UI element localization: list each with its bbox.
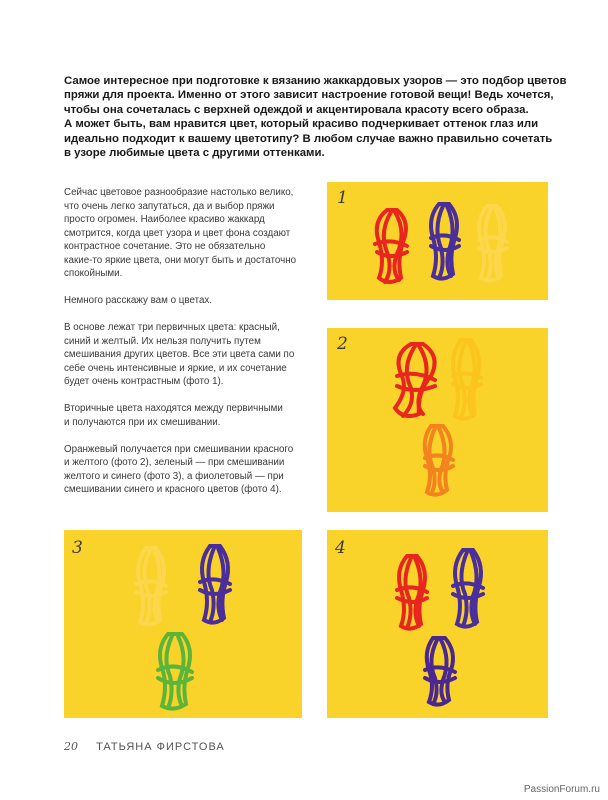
purple-skein	[425, 638, 455, 705]
body-line: смешивания других цветов. Все эти цвета сами по	[64, 349, 295, 360]
photo-1	[327, 182, 548, 300]
body-line: В основе лежат три первичных цвета: красный,	[64, 322, 280, 333]
body-line: спокойными.	[64, 268, 123, 279]
photo-2	[327, 328, 548, 512]
body-line: Вторичные цвета находятся между первичными	[64, 403, 283, 414]
paragraph	[64, 443, 314, 497]
photo-3	[64, 530, 302, 718]
blue-skein	[200, 546, 230, 623]
red-skein	[397, 556, 427, 629]
intro-line: пряжи для проекта. Именно от этого зависит настроение готовой вещи! Ведь хочется,	[64, 89, 554, 102]
red-skein	[395, 344, 435, 416]
yarn-skeins	[327, 182, 548, 300]
intro-line: идеально подходит к вашему цветотипу? В любом случае важно правильно сочетать	[64, 132, 553, 145]
yellow-skein	[479, 206, 507, 281]
paragraph	[64, 294, 314, 308]
photo-number: 2	[337, 334, 348, 354]
green-skein	[158, 634, 192, 709]
yellow-skein	[453, 340, 481, 419]
yarn-skeins	[327, 530, 548, 718]
intro-line: А может быть, вам нравится цвет, который красиво подчеркивает оттенок глаз или	[64, 118, 539, 131]
paragraph	[64, 186, 314, 281]
body-line: и получаются при их смешивании.	[64, 416, 221, 428]
body-line: что очень легко запутаться, да и выбор пряжи	[64, 200, 275, 212]
photo-number: 4	[335, 538, 346, 558]
red-skein	[375, 210, 407, 282]
author-name: ТАТЬЯНА ФИРСТОВА	[96, 741, 225, 753]
yarn-skeins	[327, 328, 548, 512]
orange-skein	[425, 426, 453, 495]
paragraph	[64, 321, 314, 389]
body-line: будет очень контрастным (фото 1).	[64, 376, 224, 387]
blue-skein	[431, 204, 459, 279]
photo-number: 3	[72, 538, 83, 558]
body-line: просто огромен. Наиболее красиво жаккард	[64, 214, 265, 225]
photo-4	[327, 530, 548, 718]
body-line: какие-то яркие цвета, они могут быть и достаточно	[64, 254, 297, 266]
body-line: желтого и синего (фото 3), а фиолетовый — при	[64, 470, 284, 482]
body-line: Немного расскажу вам о цветах.	[64, 295, 213, 306]
blue-skein	[453, 550, 483, 627]
paragraph	[64, 402, 314, 429]
body-line: Оранжевый получается при смешивании красного	[64, 443, 294, 455]
page-number: 20	[64, 740, 78, 753]
page-footer	[64, 740, 225, 753]
body-line: Сейчас цветовое разнообразие настолько велико,	[64, 187, 294, 198]
body-text	[64, 186, 314, 510]
body-line: контрастное сочетание. Это не обязательно	[64, 241, 266, 252]
intro-line: в узоре любимые цвета с другими оттенками.	[64, 147, 325, 160]
intro-line: чтобы она сочеталась с верхней одеждой и акцентировала красоту всего образа.	[64, 103, 529, 116]
body-line: смешивании синего и красного цветов (фото 4).	[64, 484, 282, 495]
yarn-skeins	[64, 530, 302, 718]
photo-number: 1	[337, 188, 348, 208]
intro-line: Самое интересное при подготовке к вязанию жаккардовых узоров — это подбор цветов	[64, 75, 567, 87]
body-line: себе очень интенсивные и яркие, и их сочетание	[64, 362, 287, 374]
body-line: смотрится, когда цвет узора и цвет фона создают	[64, 227, 291, 239]
watermark: PassionForum.ru	[523, 784, 600, 795]
body-line: и желтого (фото 2), зеленый — при смешивании	[64, 457, 285, 468]
body-line: синий и желтый. Их нельзя получить путем	[64, 335, 261, 347]
yellow-skein	[136, 548, 166, 625]
intro-text	[64, 74, 567, 160]
